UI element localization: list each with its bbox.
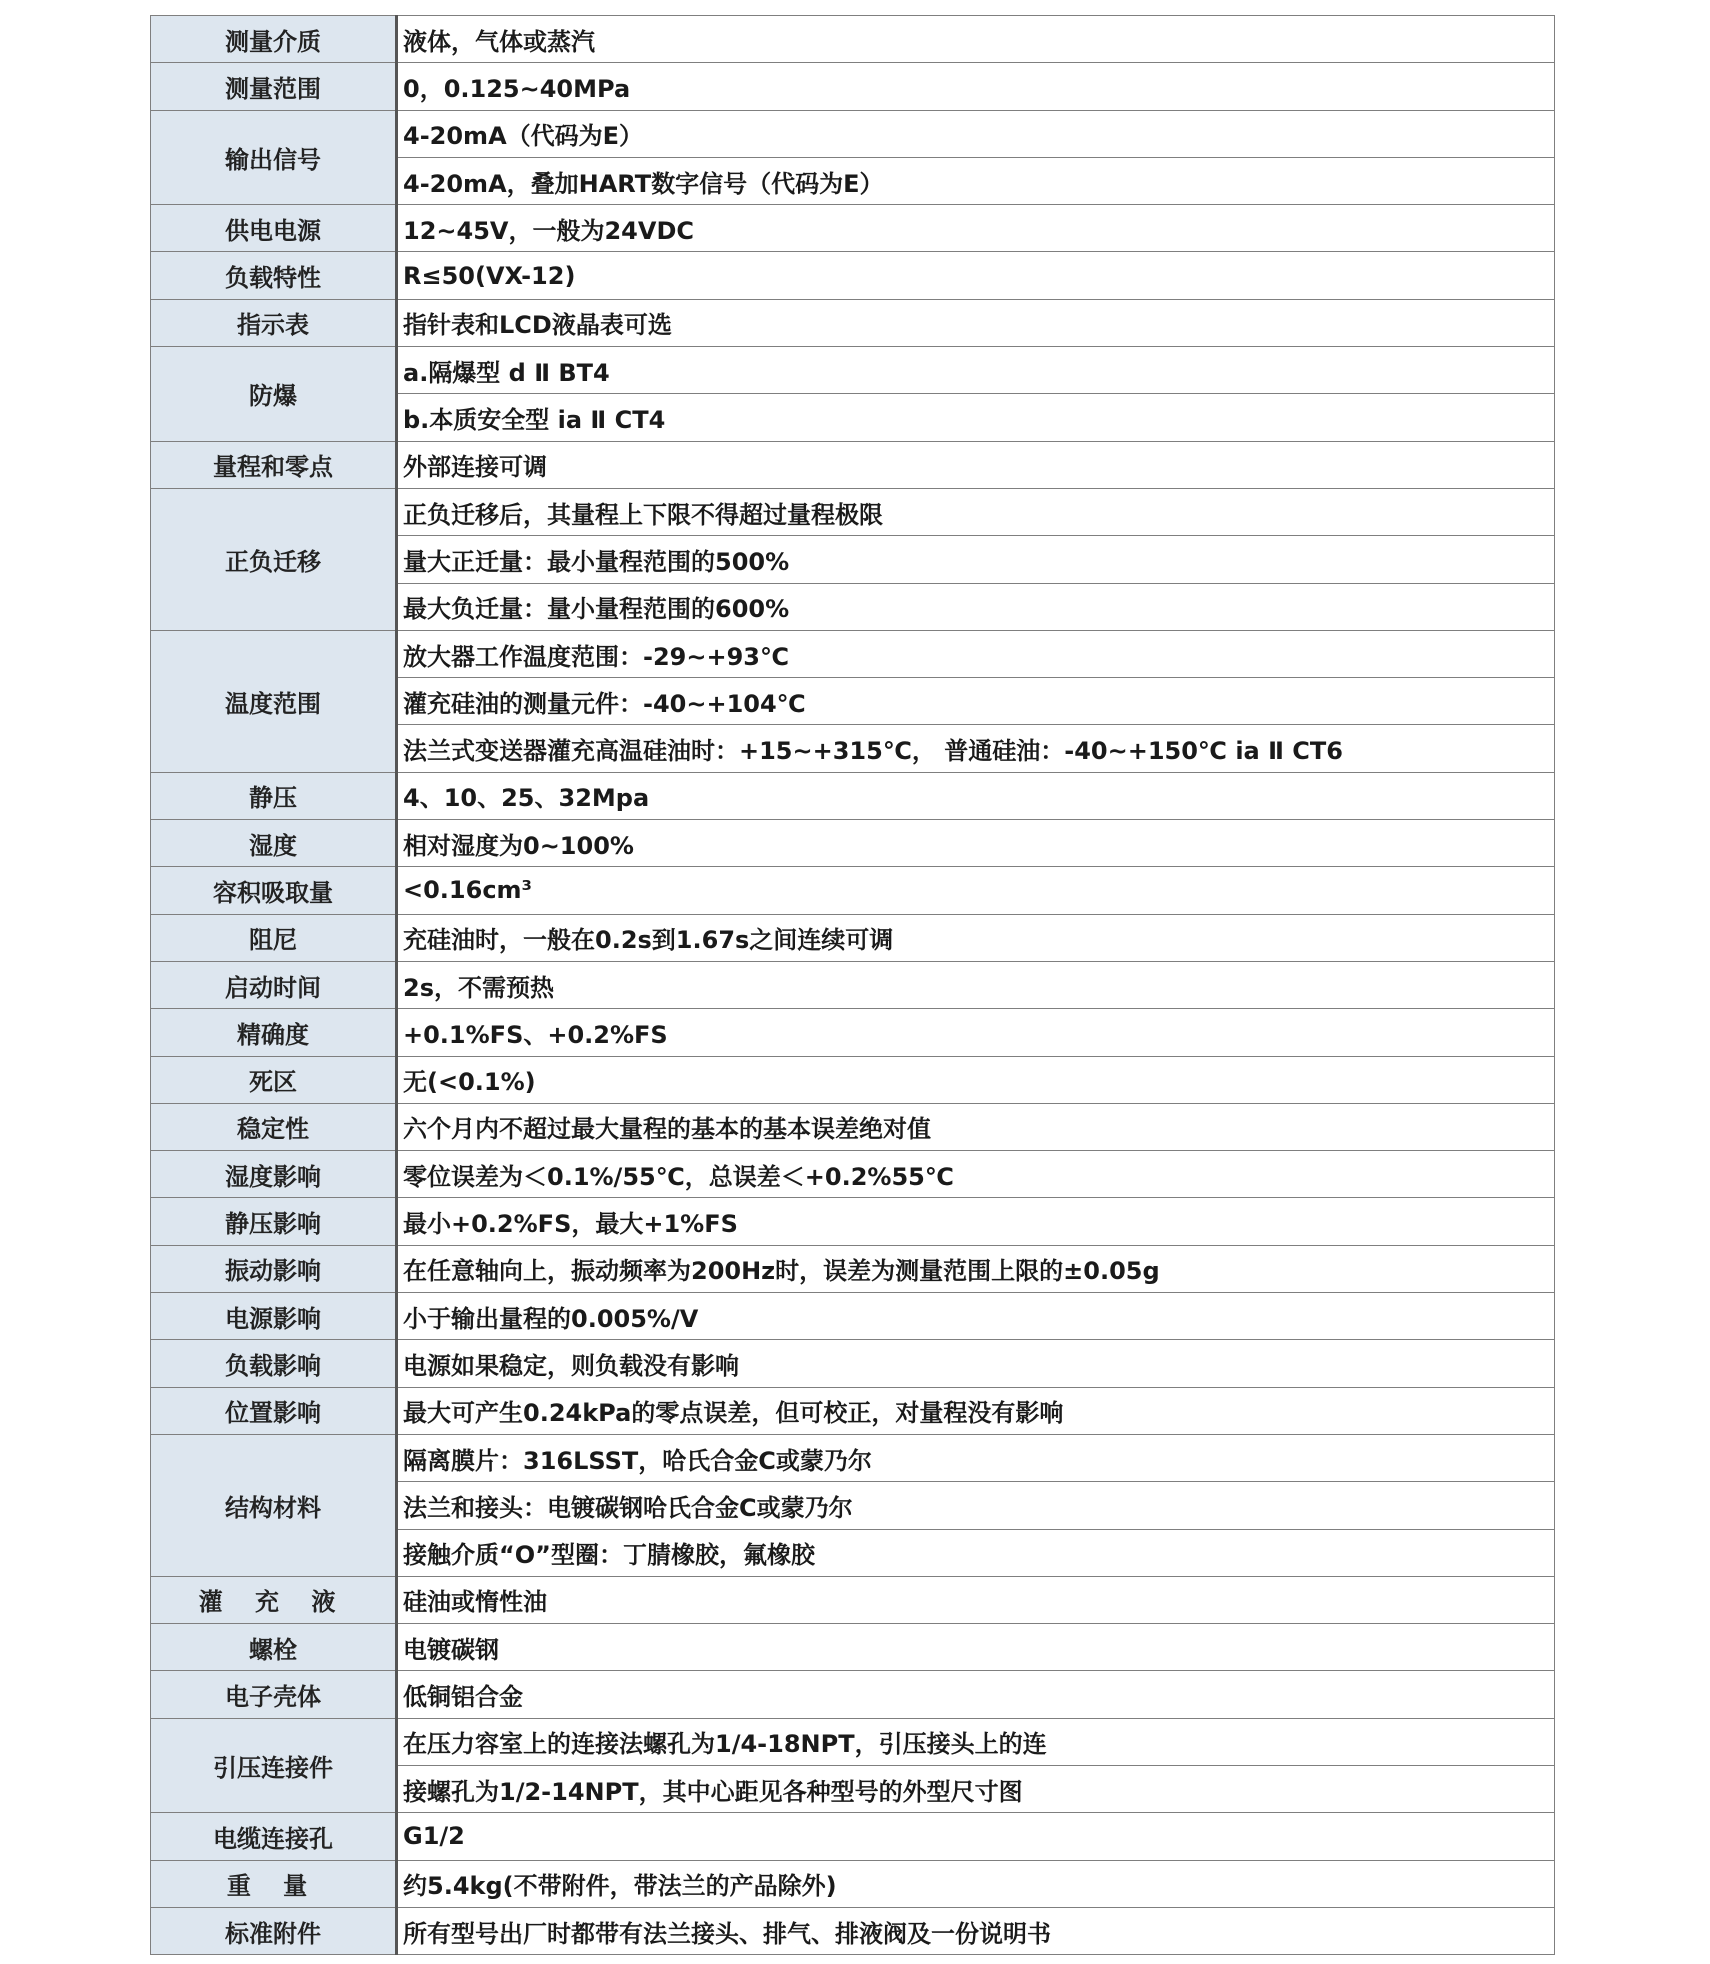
spec-value: 无(<0.1%) (397, 1056, 1555, 1103)
spec-value: +0.1%FS、+0.2%FS (397, 1009, 1555, 1056)
spec-label: 输出信号 (151, 110, 397, 205)
spec-label: 正负迁移 (151, 488, 397, 630)
table-row (151, 16, 1555, 63)
spec-value: 4-20mA，叠加HART数字信号（代码为E） (397, 157, 1555, 204)
spec-label: 供电电源 (151, 205, 397, 252)
spec-value: 外部连接可调 (397, 441, 1555, 488)
spec-value: <0.16cm³ (397, 867, 1555, 914)
spec-label: 静压影响 (151, 1198, 397, 1245)
spec-label: 灌 充 液 (151, 1576, 397, 1623)
spec-value: 2s，不需预热 (397, 961, 1555, 1008)
spec-value: 接触介质“O”型圈：丁腈橡胶，氟橡胶 (397, 1529, 1555, 1576)
table-row (151, 1624, 1555, 1671)
spec-value: 充硅油时，一般在0.2s到1.67s之间连续可调 (397, 914, 1555, 961)
table-row (151, 1198, 1555, 1245)
spec-label: 静压 (151, 772, 397, 819)
spec-value: 所有型号出厂时都带有法兰接头、排气、排液阀及一份说明书 (397, 1907, 1555, 1954)
spec-value: 相对湿度为0~100% (397, 820, 1555, 867)
table-row (151, 1576, 1555, 1623)
spec-value: 法兰式变送器灌充高温硅油时：+15~+315℃， 普通硅油：-40~+150℃ ia Ⅱ CT6 (397, 725, 1555, 772)
spec-value: G1/2 (397, 1813, 1555, 1860)
spec-value: 量大正迁量：最小量程范围的500% (397, 536, 1555, 583)
table-row (151, 1293, 1555, 1340)
table-row (151, 1103, 1555, 1150)
table-row (151, 252, 1555, 299)
spec-value: 六个月内不超过最大量程的基本的基本误差绝对值 (397, 1103, 1555, 1150)
spec-value: 法兰和接头：电镀碳钢哈氏合金C或蒙乃尔 (397, 1482, 1555, 1529)
spec-label: 阻尼 (151, 914, 397, 961)
spec-value: 在压力容室上的连接法螺孔为1/4-18NPT，引压接头上的连 (397, 1718, 1555, 1765)
spec-value: 放大器工作温度范围：-29~+93℃ (397, 630, 1555, 677)
table-row (151, 1718, 1555, 1765)
spec-value: 最大负迁量：量小量程范围的600% (397, 583, 1555, 630)
spec-table-body (151, 16, 1555, 1955)
spec-value: 隔离膜片：316LSST，哈氏合金C或蒙乃尔 (397, 1434, 1555, 1481)
spec-label: 标准附件 (151, 1907, 397, 1954)
spec-label: 湿度 (151, 820, 397, 867)
table-row (151, 110, 1555, 157)
table-row (151, 772, 1555, 819)
table-row (151, 914, 1555, 961)
spec-label: 稳定性 (151, 1103, 397, 1150)
table-row (151, 630, 1555, 677)
spec-label: 振动影响 (151, 1245, 397, 1292)
spec-value: 约5.4kg(不带附件，带法兰的产品除外) (397, 1860, 1555, 1907)
spec-label: 电源影响 (151, 1293, 397, 1340)
spec-value: 低铜铝合金 (397, 1671, 1555, 1718)
spec-label: 重 量 (151, 1860, 397, 1907)
spec-label: 防爆 (151, 347, 397, 442)
spec-value: b.本质安全型 ia Ⅱ CT4 (397, 394, 1555, 441)
spec-value: 4、10、25、32Mpa (397, 772, 1555, 819)
table-row (151, 1056, 1555, 1103)
spec-label: 负载影响 (151, 1340, 397, 1387)
spec-label: 死区 (151, 1056, 397, 1103)
spec-value: 小于输出量程的0.005%/V (397, 1293, 1555, 1340)
table-row (151, 961, 1555, 1008)
spec-value: 液体，气体或蒸汽 (397, 16, 1555, 63)
spec-value: 0，0.125~40MPa (397, 63, 1555, 110)
spec-value: 正负迁移后，其量程上下限不得超过量程极限 (397, 488, 1555, 535)
table-row (151, 63, 1555, 110)
spec-value: 4-20mA（代码为E） (397, 110, 1555, 157)
spec-label: 电缆连接孔 (151, 1813, 397, 1860)
spec-label: 螺栓 (151, 1624, 397, 1671)
spec-label: 电子壳体 (151, 1671, 397, 1718)
spec-label: 容积吸取量 (151, 867, 397, 914)
table-row (151, 347, 1555, 394)
spec-table (150, 15, 1555, 1955)
table-row (151, 1387, 1555, 1434)
spec-label: 位置影响 (151, 1387, 397, 1434)
spec-value: 12~45V，一般为24VDC (397, 205, 1555, 252)
spec-value: a.隔爆型 d Ⅱ BT4 (397, 347, 1555, 394)
spec-value: 灌充硅油的测量元件：-40~+104℃ (397, 678, 1555, 725)
table-row (151, 299, 1555, 346)
table-row (151, 1340, 1555, 1387)
table-row (151, 1151, 1555, 1198)
spec-value: 接螺孔为1/2-14NPT，其中心距见各种型号的外型尺寸图 (397, 1765, 1555, 1812)
spec-label: 结构材料 (151, 1434, 397, 1576)
table-row (151, 1671, 1555, 1718)
table-row (151, 441, 1555, 488)
spec-label: 测量介质 (151, 16, 397, 63)
spec-label: 测量范围 (151, 63, 397, 110)
spec-label: 量程和零点 (151, 441, 397, 488)
table-row (151, 1907, 1555, 1954)
spec-label: 湿度影响 (151, 1151, 397, 1198)
table-row (151, 488, 1555, 535)
spec-label: 负载特性 (151, 252, 397, 299)
table-row (151, 1813, 1555, 1860)
spec-label: 指示表 (151, 299, 397, 346)
spec-value: 在任意轴向上，振动频率为200Hz时，误差为测量范围上限的±0.05g (397, 1245, 1555, 1292)
spec-value: R≤50(VX-12) (397, 252, 1555, 299)
spec-value: 最小+0.2%FS，最大+1%FS (397, 1198, 1555, 1245)
table-row (151, 1009, 1555, 1056)
spec-label: 温度范围 (151, 630, 397, 772)
spec-label: 引压连接件 (151, 1718, 397, 1813)
spec-value: 电镀碳钢 (397, 1624, 1555, 1671)
spec-label: 精确度 (151, 1009, 397, 1056)
table-row (151, 205, 1555, 252)
spec-value: 最大可产生0.24kPa的零点误差，但可校正，对量程没有影响 (397, 1387, 1555, 1434)
table-row (151, 867, 1555, 914)
table-row (151, 1860, 1555, 1907)
spec-value: 零位误差为＜0.1%/55℃，总误差＜+0.2%55℃ (397, 1151, 1555, 1198)
table-row (151, 1434, 1555, 1481)
spec-value: 指针表和LCD液晶表可选 (397, 299, 1555, 346)
spec-value: 硅油或惰性油 (397, 1576, 1555, 1623)
spec-label: 启动时间 (151, 961, 397, 1008)
table-row (151, 820, 1555, 867)
table-row (151, 1245, 1555, 1292)
spec-value: 电源如果稳定，则负载没有影响 (397, 1340, 1555, 1387)
